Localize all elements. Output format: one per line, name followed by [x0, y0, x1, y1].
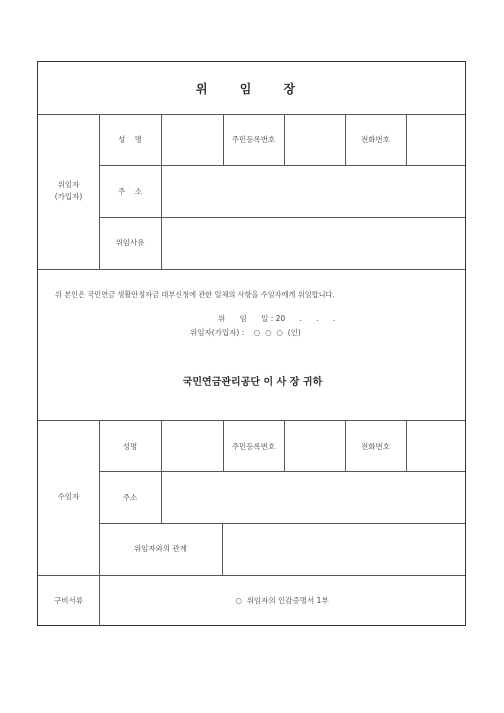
delegator-section-sublabel: (가입자)	[54, 192, 83, 201]
divider	[284, 114, 285, 165]
divider	[406, 420, 407, 471]
divider	[222, 523, 223, 575]
delegator-rrn-label: 주민등록번호	[231, 135, 276, 144]
documents-item: ○ 위임자의 인감증명서 1부	[235, 596, 329, 605]
divider	[99, 165, 465, 166]
delegate-phone-label: 전화번호	[361, 442, 390, 451]
statement-signer-line: 위임자(가입자) : ○ ○ ○ (인)	[190, 328, 301, 337]
divider	[284, 420, 285, 471]
divider	[38, 575, 465, 576]
delegator-name-label: 성 명	[117, 135, 143, 144]
delegate-section-label: 수임자	[57, 492, 80, 501]
divider	[99, 217, 465, 218]
divider	[161, 114, 162, 269]
addressee: 국민연금관리공단 이 사 장 귀하	[182, 377, 323, 388]
delegator-phone-label: 전화번호	[361, 135, 390, 144]
delegator-reason-label: 위임사유	[115, 238, 145, 247]
divider	[38, 420, 465, 421]
delegate-rrn-label: 주민등록번호	[231, 442, 276, 451]
form-title: 위 임 장	[195, 82, 310, 96]
delegate-address-label: 주소	[122, 493, 138, 502]
power-of-attorney-form	[37, 61, 466, 626]
divider	[99, 471, 465, 472]
divider	[38, 114, 465, 115]
statement-text: 위 본인은 국민연금 생활안정자금 대부신청에 관한 일체의 사항을 수임자에게 위임합니다.	[55, 290, 335, 299]
delegator-section-label: 위임자	[57, 180, 80, 189]
divider	[99, 523, 465, 524]
divider	[406, 114, 407, 165]
documents-label: 구비서류	[54, 596, 83, 605]
delegator-address-label: 주 소	[117, 187, 143, 196]
divider	[161, 420, 162, 523]
delegate-name-label: 성명	[122, 442, 138, 451]
statement-date-line: 위 임 일 : 20 . . .	[218, 314, 336, 323]
divider	[38, 269, 465, 270]
delegate-relation-label: 위임자와의 관계	[133, 544, 188, 553]
